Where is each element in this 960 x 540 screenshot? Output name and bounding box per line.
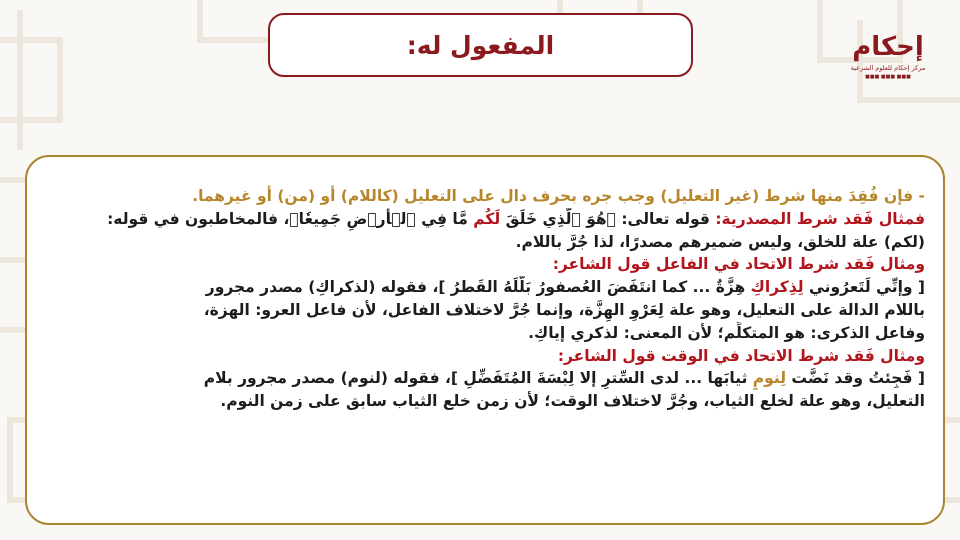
- title-box: [268, 13, 693, 77]
- example-1-explanation: (لكم) علة للخلق، وليس ضميرهم مصدرًا، لذا جُرَّ باللام.: [515, 232, 925, 251]
- example-3-explanation: التعليل، وهو علة لخلع الثياب، وجُرَّ لاختلاف الوقت؛ لأن زمن خلع الثياب سابق على زمن النوم.: [220, 392, 925, 411]
- example-2-verse-a: [ وإنِّي لَتَعرُوني: [803, 278, 925, 297]
- logo-subtitle: مركز إحكام للعلوم الشرعية: [850, 64, 926, 72]
- example-1-line: [57, 208, 925, 231]
- example-2-highlight: لِذِكراكِ: [750, 278, 804, 297]
- example-2-label: ومثال فَقد شرط الاتحاد في الفاعل قول الشاعر:: [552, 255, 925, 274]
- rule-line: - فإن فُقِدَ منها شرط (غير التعليل) وجب جره بحرف دال على التعليل (كاللام) أو (من) أو غيرهما.: [192, 187, 925, 205]
- example-1-text-2: مَّا فِي ٱلۡأَرۡضِ جَمِيعٗا﴾، فالمخاطبون في قوله:: [107, 209, 474, 228]
- logo-small-text: ■■■ ■■■ ■■■: [865, 74, 911, 80]
- content-box: [25, 155, 945, 525]
- example-1-label: فمثال فَقد شرط المصدرية:: [715, 209, 925, 228]
- example-1-text: قوله تعالى: ﴿هُوَ ٱلَّذِي خَلَقَ: [500, 209, 716, 228]
- example-2-explanation-1: باللام الدالة على التعليل، وهو علة لِعَرْوِ الهِزَّة، وإنما جُرَّ لاختلاف الفاعل، لأن فاعل العرو: الهزة،: [203, 300, 925, 319]
- example-2-verse: [57, 276, 925, 299]
- logo: [848, 30, 928, 98]
- example-3-label: ومثال فَقد شرط الاتحاد في الوقت قول الشاعر:: [557, 346, 925, 365]
- example-1-highlight: لَكُم: [473, 209, 501, 228]
- example-3-verse-c: ثيابَها ... لدى السِّترِ إلا لِبْسَةَ المُتَفَضِّلِ ]، فقوله (لنوم) مصدر مجرور بلام: [203, 369, 753, 388]
- page-title: المفعول له:: [406, 30, 555, 60]
- example-2-explanation-2: وفاعل الذكرى: هو المتكلِّم؛ لأن المعنى: لذكري إياكِ.: [528, 323, 925, 342]
- logo-name: إحكام: [852, 32, 924, 62]
- example-3-verse: [57, 367, 925, 390]
- example-2-verse-c: هِزَّةٌ ... كما انتَفَضَ العُصفورُ بَلَّلَهُ القَطرُ ]، فقوله (لذكراكِ) مصدر مجرور: [205, 278, 751, 297]
- example-3-verse-a: [ فَجِئتُ وقد نَضَّت: [786, 369, 925, 388]
- example-3-highlight: لِنومٍ: [752, 369, 787, 388]
